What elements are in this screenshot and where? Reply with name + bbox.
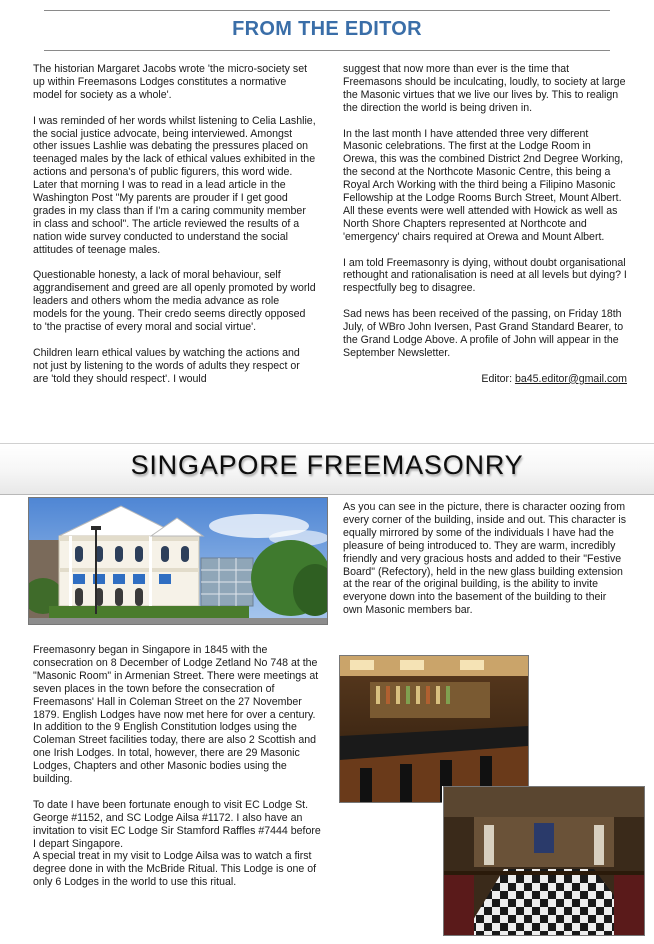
editor-paragraph: I was reminded of her words whilst listening to Celia Lashlie, the social justice advocate, being interviewed. Amongst other issues Lashlie was debating the pressures placed on teenaged males by the lack of ethical values exhibited in the actions and persona's of public figurers, this word wide. Later that morning I was to read in a lead article in the Washington Post "My parents are prouder if I get good grades in my class than if I'm a caring community member in class and school". The article reviewed the results of a nation wide survey conducted to understand the social attitudes of teenage males. — [33, 114, 316, 256]
lodge-room-photo — [443, 786, 645, 936]
singapore-paragraph: Freemasonry began in Singapore in 1845 with the consecration on 8 December of Lodge Zetland No 748 at the "Masonic Room" in Armenian Street. There were meetings at seven places in the town before the consecration of Freemasons' Hall in Coleman Street on the 27 November 1879. English Lodges have now met here for over a century. In addition to the 9 English Constitution lodges using the Coleman Street facilities today, there are also 2 Scottish and one Irish Lodges. In total, however, there are 29 Masonic Lodges, Chapters and other Masonic bodies using the building. — [33, 644, 319, 786]
lodge-room-illustration — [444, 787, 644, 935]
editor-paragraph: The historian Margaret Jacobs wrote 'the micro-society set up within Freemasons Lodges constitutes a normative model for society as a whole'. — [33, 63, 308, 101]
singapore-left-column — [33, 644, 325, 889]
singapore-right-column — [343, 501, 627, 617]
editor-paragraph: In the last month I have attended three very different Masonic celebrations. The first at the Lodge Room in Orewa, this was the combined District 2nd Degree Working, the second at the Northcote Masonic Centre, this being a Royal Arch Working with the third being a Filipino Masonic Fellowship at the Lodge Rooms Burch Street, Mount Albert. All these events were well attended with Howick as well as North Shore Chapters represented at Northcote and 'emergency' chairs required at Orewa and Mount Albert. — [343, 127, 624, 243]
singapore-paragraph: To date I have been fortunate enough to visit EC Lodge St. George #1152, and SC Lodge Ailsa #1172. I also have an invitation to visit EC Lodge Sir Stamford Raffles #7444 before I depart Singapore. — [33, 798, 321, 850]
title-underline-rule — [44, 50, 610, 51]
editor-paragraph: Questionable honesty, a lack of moral behaviour, self aggrandisement and greed are all openly promoted by world leaders and others whom the media advance as role models for the young. Their credo seems directly opposed to 'the practise of every moral and social virtue'. — [33, 269, 316, 334]
editor-section-title: FROM THE EDITOR — [232, 18, 422, 40]
editor-paragraph: Sad news has been received of the passing, on Friday 18th July, of WBro John Iversen, Past Grand Standard Bearer, to the Grand Lodge Above. A profile of John will appear in the September Newsletter. — [343, 308, 624, 359]
signature-label: Editor: — [481, 372, 515, 385]
editor-left-column — [33, 63, 316, 386]
editor-signature — [343, 373, 627, 386]
singapore-paragraph: As you can see in the picture, there is character oozing from every corner of the building, inside and out. This character is equally mirrored by some of the individuals I have had the pleasure of being introduced to. They are warm, incredibly friendly and very gracious hosts and added to their "Festive Board" (Refectory), held in the new glass building extension at the rear of the original building, is the ability to invite everyone down into the basement of the building to their own Masonic members bar. — [343, 501, 627, 617]
members-bar-photo — [339, 655, 529, 803]
singapore-section-title: SINGAPORE FREEMASONRY — [130, 450, 524, 480]
editor-paragraph: suggest that now more than ever is the time that Freemasons should be inculcating, loudly, to society at large the Masonic virtues that we live our lives by. This to realign the direction the world is being driven in. — [343, 63, 626, 114]
masonic-building-photo — [28, 497, 328, 625]
editor-paragraph: I am told Freemasonry is dying, without doubt organisational rethought and rationalisation is need at all levels but dying? I respectfully beg to disagree. — [343, 256, 627, 295]
bar-illustration — [340, 656, 528, 802]
building-illustration — [29, 498, 327, 624]
singapore-paragraph: A special treat in my visit to Lodge Ailsa was to watch a first degree done in with the McBride Ritual. This Lodge is one of only 6 Lodges in the world to use this ritual. — [33, 850, 317, 889]
editor-paragraph: Children learn ethical values by watching the actions and not just by listening to the words of adults they respect or are 'told they should respect'. I would — [33, 346, 300, 385]
editor-right-column — [343, 63, 627, 386]
top-rule — [44, 10, 610, 11]
editor-email-link[interactable]: ba45.editor@gmail.com — [514, 372, 627, 385]
